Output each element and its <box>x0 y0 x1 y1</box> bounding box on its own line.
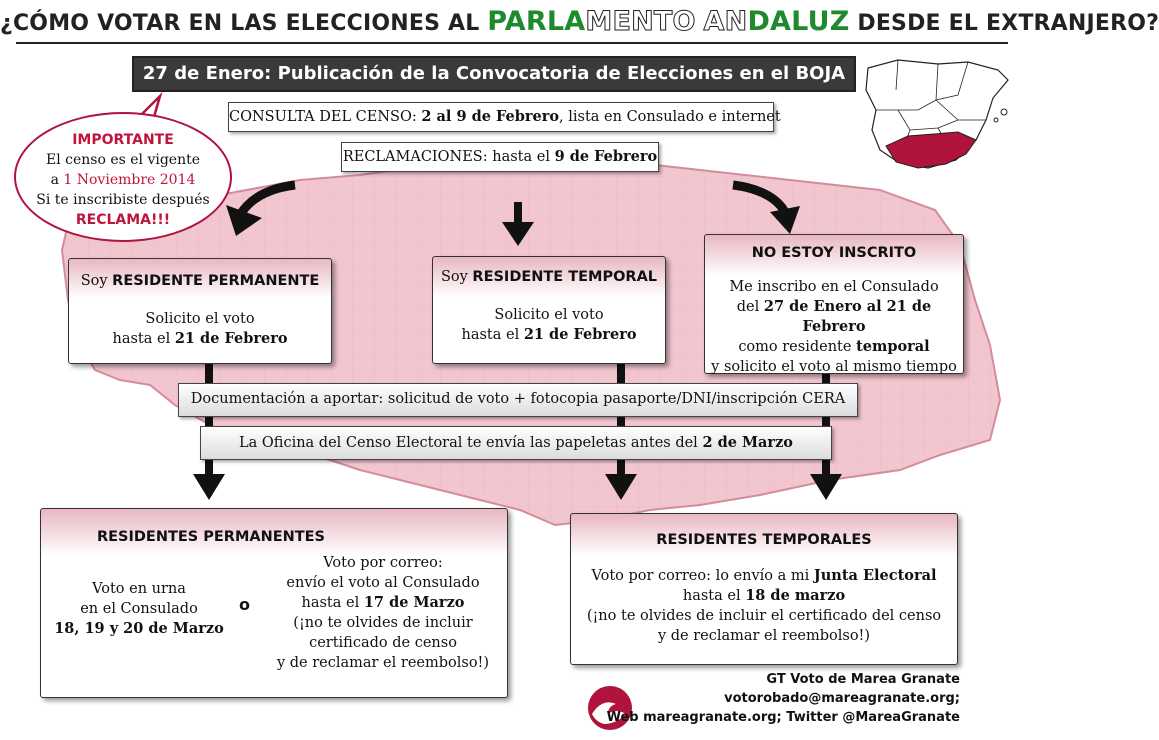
no-inscrito-line: Me inscribo en el Consulado <box>729 279 939 295</box>
res-temporales-line: hasta el <box>682 588 746 604</box>
importante-line: El censo es el vigente <box>45 152 201 168</box>
permanente-line: Solicito el voto <box>145 311 255 327</box>
arrow-down-icon <box>193 455 225 500</box>
oficina-text: La Oficina del Censo Electoral te envía las papeletas antes del <box>239 435 703 451</box>
residentes-temporales-box <box>570 513 958 665</box>
no-inscrito-box <box>704 234 964 374</box>
title-part: DALUZ <box>747 6 850 37</box>
temporal-line: hasta el <box>461 327 524 343</box>
importante-heading: IMPORTANTE <box>72 132 174 148</box>
voto-urna-block <box>49 579 229 639</box>
no-inscrito-line: y solicito el voto al mismo tiempo <box>711 359 957 375</box>
res-permanentes-heading: RESIDENTES PERMANENTES <box>96 529 326 545</box>
oficina-censo-box <box>200 426 832 460</box>
footer-group: GT Voto de Marea Granate <box>766 672 960 687</box>
junta-electoral: Junta Electoral <box>813 567 937 584</box>
arrow-down-icon <box>502 202 534 246</box>
res-temporales-heading: RESIDENTES TEMPORALES <box>656 532 872 548</box>
curved-arrow-icon <box>226 185 295 236</box>
title-part: PARLA <box>487 6 586 37</box>
permanente-heading: RESIDENTE PERMANENTE <box>112 273 320 289</box>
voto-correo-line: Voto por correo: <box>323 555 443 571</box>
footer <box>600 670 960 727</box>
temporal-heading: Soy <box>440 269 473 285</box>
voto-correo-line: (¡no te olvides de incluir <box>293 615 473 631</box>
footer-web: Web mareagranate.org; Twitter @MareaGranate <box>606 710 960 725</box>
censo-text: CONSULTA DEL CENSO: <box>229 109 422 125</box>
voto-correo-line: hasta el <box>301 595 364 611</box>
permanente-line: hasta el <box>112 331 175 347</box>
footer-email: votorobado@mareagranate.org; <box>724 691 960 706</box>
no-inscrito-heading: NO ESTOY INSCRITO <box>751 245 917 261</box>
temporal-line: Solicito el voto <box>494 307 604 323</box>
importante-line: a <box>50 172 64 188</box>
voto-correo-line: y de reclamar el reembolso!) <box>276 655 490 671</box>
voto-urna-dates: 18, 19 y 20 de Marzo <box>54 620 224 637</box>
or-label: o <box>239 595 250 614</box>
voto-urna-line: Voto en urna <box>92 581 186 597</box>
voto-correo-line: envío el voto al Consulado <box>286 575 480 591</box>
no-inscrito-temporal: temporal <box>856 338 930 355</box>
residente-temporal-box <box>432 256 666 364</box>
arrow-down-icon <box>605 455 637 500</box>
title-part: MENTO <box>585 6 696 37</box>
censo-text: , lista en Consulado e internet <box>559 109 781 125</box>
res-temporales-date: 18 de marzo <box>745 587 846 604</box>
title-part: DESDE EL EXTRANJERO? <box>849 11 1159 36</box>
permanente-date: 21 de Febrero <box>174 330 288 347</box>
documentacion-box: Documentación a aportar: solicitud de voto + fotocopia pasaporte/DNI/inscripción CERA <box>178 383 858 417</box>
voto-correo-line: certificado de censo <box>309 635 457 651</box>
voto-correo-block <box>265 553 501 673</box>
arrow-down-icon <box>810 455 842 500</box>
censo-dates: 2 al 9 de Febrero <box>421 108 560 125</box>
voto-correo-date: 17 de Marzo <box>363 594 465 611</box>
no-inscrito-line: del <box>736 299 764 315</box>
permanente-heading: Soy <box>80 273 113 289</box>
no-inscrito-line: como residente <box>738 339 857 355</box>
residentes-permanentes-box <box>40 508 508 698</box>
reclamaciones-text: RECLAMACIONES: hasta el <box>342 149 555 165</box>
res-temporales-line: y de reclamar el reembolso!) <box>657 628 871 644</box>
importante-line: Si te inscribiste después <box>36 192 210 208</box>
res-temporales-line: Voto por correo: lo envío a mi <box>591 568 814 584</box>
reclamaciones-date: 9 de Febrero <box>554 148 658 165</box>
title-part: ¿CÓMO VOTAR EN LAS ELECCIONES AL <box>0 11 488 36</box>
oficina-date: 2 de Marzo <box>702 434 793 451</box>
curved-arrow-icon <box>733 185 800 234</box>
importante-reclama: RECLAMA!!! <box>75 212 171 228</box>
convocatoria-banner: 27 de Enero: Publicación de la Convocatoria de Elecciones en el BOJA <box>132 56 856 92</box>
residente-permanente-box <box>68 258 332 364</box>
res-temporales-line: (¡no te olvides de incluir el certificado del censo <box>586 608 942 624</box>
title-part: AN <box>703 6 748 37</box>
temporal-heading: RESIDENTE TEMPORAL <box>472 269 658 285</box>
importante-date: 1 Noviembre 2014 <box>63 172 196 188</box>
no-inscrito-dates: 27 de Enero al 21 de Febrero <box>763 298 932 335</box>
temporal-date: 21 de Febrero <box>523 326 637 343</box>
voto-urna-line: en el Consulado <box>80 601 198 617</box>
